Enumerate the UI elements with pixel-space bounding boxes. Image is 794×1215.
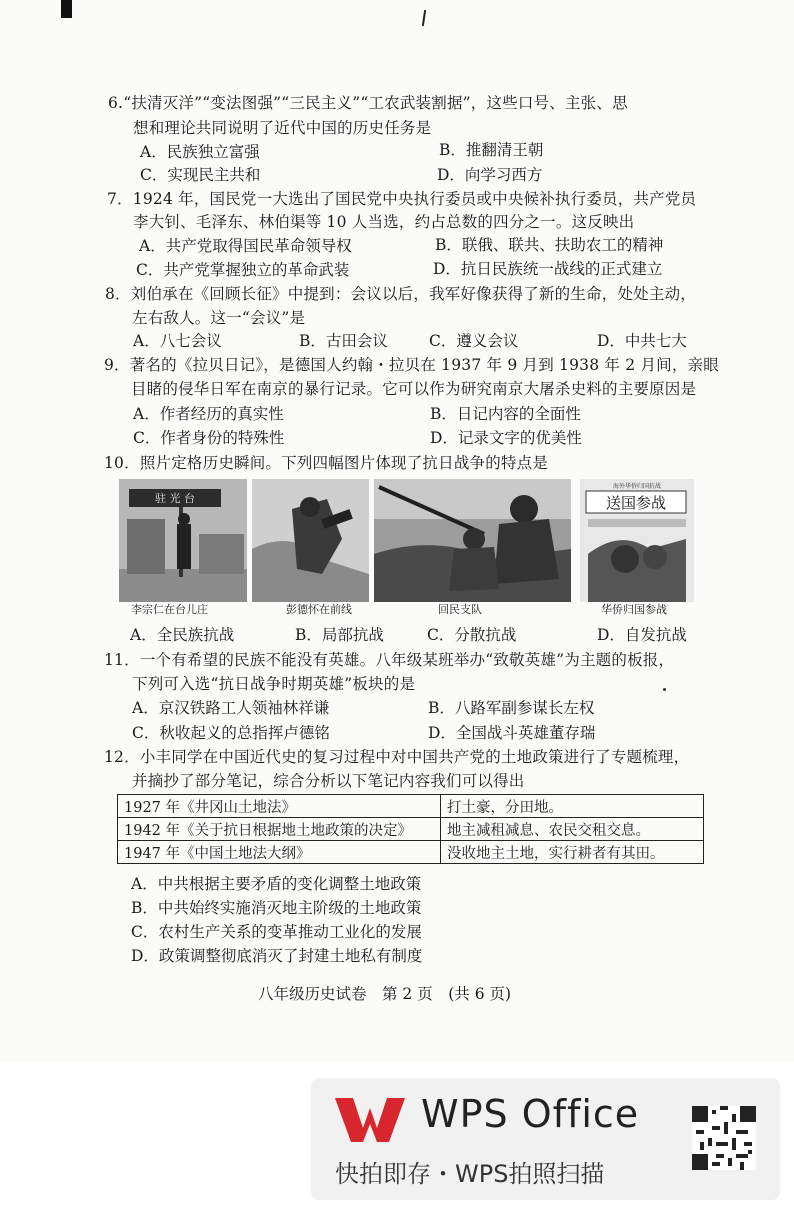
q10-option-a: A．全民族抗战 (130, 626, 235, 644)
photo-huimin-detachment (374, 479, 571, 602)
q8-option-c: C．遵义会议 (429, 332, 519, 350)
photo-caption-3: 回民支队 (438, 603, 482, 616)
policy-content-cell: 打土豪，分田地。 (441, 795, 704, 818)
photo-caption-1: 李宗仁在台儿庄 (131, 603, 208, 616)
q8-option-b: B．古田会议 (299, 332, 388, 350)
q7-option-b: B．联俄、联共、扶助农工的精神 (435, 236, 664, 254)
q12-option-b: B．中共始终实施消灭地主阶级的土地政策 (131, 899, 422, 917)
photo-li-zongren (119, 479, 247, 602)
q6-option-d: D．向学习西方 (437, 166, 543, 184)
q6-option-a: A．民族独立富强 (140, 143, 260, 161)
q8-option-a: A．八七会议 (133, 332, 222, 350)
q6-stem-line1: 6.“扶清灭洋”“变法图强”“三民主义”“工农武装割据”，这些口号、主张、思 (108, 94, 628, 112)
header-mark (422, 10, 426, 26)
scan-speck (663, 688, 666, 691)
q12-option-a: A．中共根据主要矛盾的变化调整土地政策 (131, 875, 422, 893)
q9-stem-line1: 9．著名的《拉贝日记》，是德国人约翰・拉贝在 1937 年 9 月到 1938 年 2 月间，亲眼 (104, 356, 719, 374)
q8-stem-line2: 左右敌人。这一“会议”是 (132, 309, 306, 327)
wps-slogan: 快拍即存・WPS拍照扫描 (335, 1160, 605, 1188)
policy-law-cell: 1942 年《关于抗日根据地土地政策的决定》 (118, 818, 441, 841)
photo-caption-2: 彭德怀在前线 (286, 603, 352, 616)
q12-stem-line2: 并摘抄了部分笔记，综合分析以下笔记内容我们可以得出 (132, 772, 525, 790)
photo-sign-text: 驻 光 台 (155, 492, 195, 505)
q8-option-d: D．中共七大 (597, 332, 687, 350)
photo-peng-dehuai (252, 479, 369, 602)
photo-overseas-chinese (580, 479, 694, 602)
scan-corner-mark (61, 0, 72, 18)
q9-stem-line2: 目睹的侵华日军在南京的暴行记录。它可以作为研究南京大屠杀史料的主要原因是 (131, 380, 697, 398)
qr-code-icon (692, 1106, 756, 1170)
photo-headline-text: 送国参战 (605, 494, 667, 512)
q9-option-b: B．日记内容的全面性 (430, 405, 581, 423)
q10-stem: 10．照片定格历史瞬间。下列四幅图片体现了抗日战争的特点是 (104, 454, 549, 472)
q12-option-d: D．政策调整彻底消灭了封建土地私有制度 (131, 947, 423, 965)
q7-stem-line1: 7．1924 年，国民党一大选出了国民党中央执行委员或中央候补执行委员，共产党员 (107, 190, 697, 208)
q10-option-c: C．分散抗战 (427, 626, 517, 644)
photo-caption-4: 华侨归国参战 (601, 603, 667, 616)
q12-stem-line1: 12．小丰同学在中国近代史的复习过程中对中国共产党的土地政策进行了专题梳理， (104, 748, 690, 766)
q11-option-c: C．秋收起义的总指挥卢德铭 (132, 724, 330, 742)
q11-stem-line2: 下列可入选“抗日战争时期英雄”板块的是 (132, 675, 416, 693)
wps-logo-icon (333, 1094, 407, 1146)
q6-option-b: B．推翻清王朝 (439, 141, 544, 159)
q11-option-d: D．全国战斗英雄董存瑞 (428, 724, 596, 742)
q11-stem-line1: 11．一个有希望的民族不能没有英雄。八年级某班举办“致敬英雄”为主题的板报， (104, 651, 675, 669)
land-policy-notes-table (117, 794, 704, 864)
wps-brand-title: WPS Office (421, 1092, 640, 1136)
policy-content-cell: 没收地主土地，实行耕者有其田。 (441, 841, 704, 864)
q7-option-d: D．抗日民族统一战线的正式建立 (433, 260, 663, 278)
q7-option-c: C．共产党掌握独立的革命武装 (136, 261, 350, 279)
policy-content-cell: 地主减租减息、农民交租交息。 (441, 818, 704, 841)
photo-topline-text: 海外华侨归国抗战 (612, 483, 662, 490)
q6-option-c: C．实现民主共和 (140, 166, 261, 184)
q7-option-a: A．共产党取得国民革命领导权 (139, 237, 352, 255)
table-row (118, 818, 704, 841)
table-row (118, 841, 704, 864)
q10-option-b: B．局部抗战 (295, 626, 384, 644)
q9-option-d: D．记录文字的优美性 (430, 429, 582, 447)
q10-option-d: D．自发抗战 (597, 626, 687, 644)
q11-option-b: B．八路军副参谋长左权 (428, 699, 595, 717)
q9-option-c: C．作者身份的特殊性 (133, 429, 285, 447)
q12-option-c: C．农村生产关系的变革推动工业化的发展 (131, 923, 422, 941)
wps-watermark (311, 1078, 780, 1200)
q9-option-a: A．作者经历的真实性 (133, 405, 284, 423)
table-row (118, 795, 704, 818)
q8-stem-line1: 8．刘伯承在《回顾长征》中提到：会议以后，我军好像获得了新的生命，处处主动， (105, 285, 696, 303)
q7-stem-line2: 李大钊、毛泽东、林伯渠等 10 人当选，约占总数的四分之一。这反映出 (133, 213, 635, 231)
policy-law-cell: 1947 年《中国土地法大纲》 (118, 841, 441, 864)
q6-stem-line2: 想和理论共同说明了近代中国的历史任务是 (133, 119, 432, 137)
page-footer: 八年级历史试卷 第 2 页 (共 6 页) (258, 985, 512, 1003)
q11-option-a: A．京汉铁路工人领袖林祥谦 (132, 699, 330, 717)
policy-law-cell: 1927 年《井冈山土地法》 (118, 795, 441, 818)
